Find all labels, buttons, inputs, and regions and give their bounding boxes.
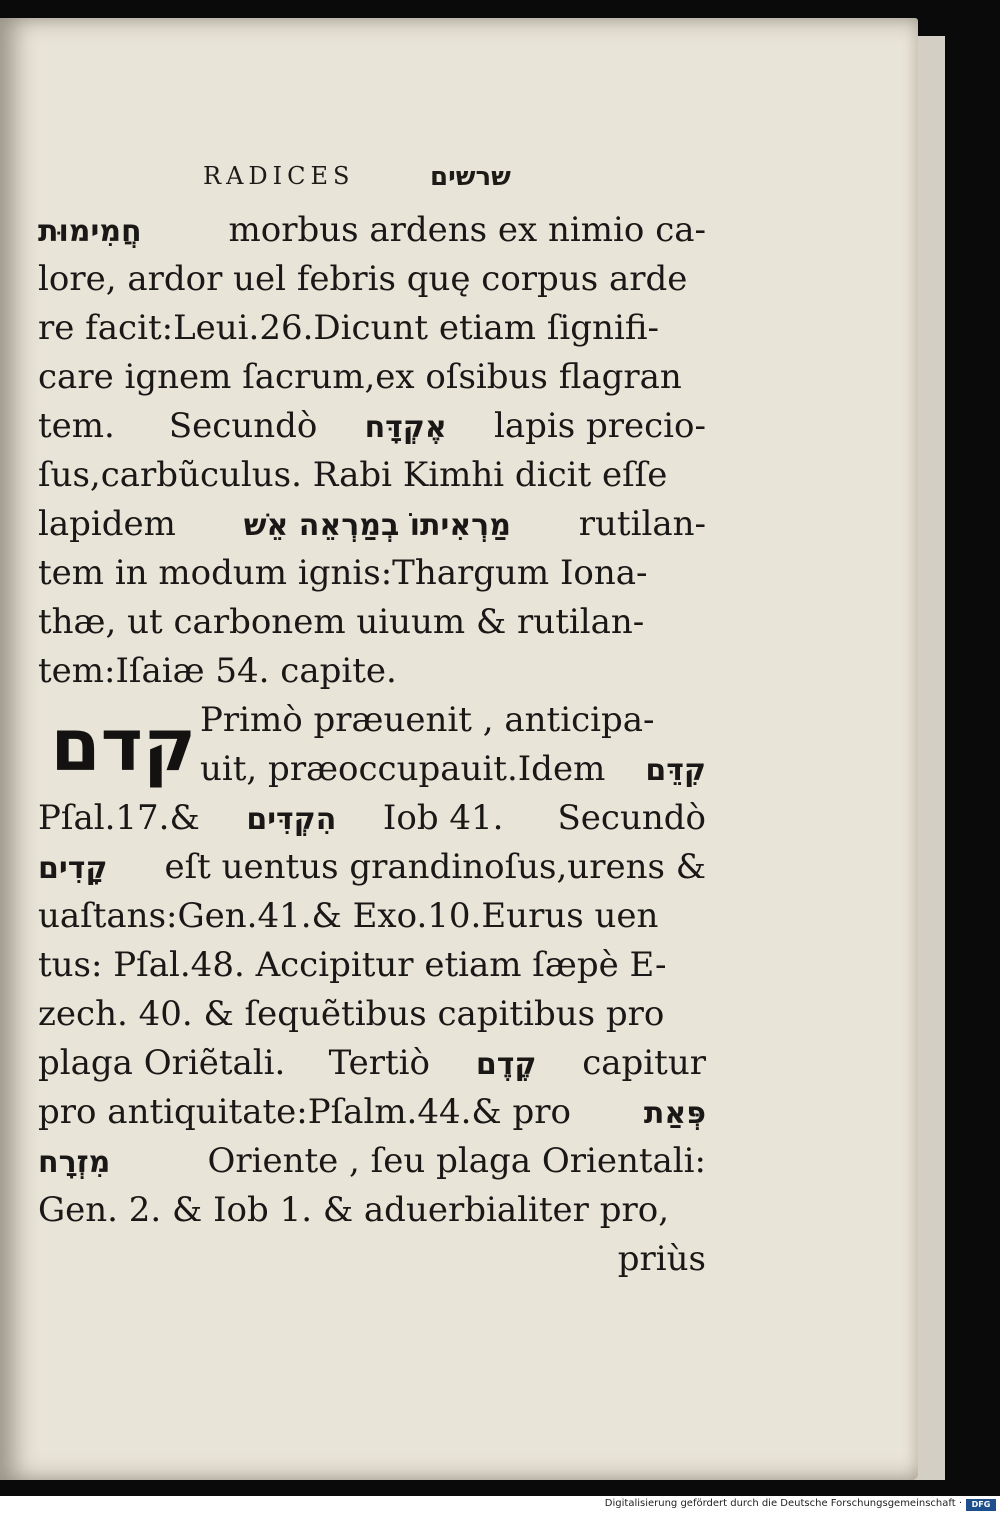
text-line bbox=[38, 455, 706, 504]
hebrew-word: קָדִים bbox=[38, 851, 108, 886]
text-line bbox=[38, 357, 706, 406]
latin-text: zech. 40. & ſequẽtibus capitibus pro bbox=[38, 994, 665, 1034]
latin-text: uaſtans:Gen.41.& Exo.10.Eurus uen bbox=[38, 896, 659, 936]
paragraph-2 bbox=[38, 798, 706, 1239]
running-header bbox=[0, 162, 918, 202]
paragraph-1 bbox=[38, 210, 706, 700]
text-line bbox=[38, 406, 706, 455]
latin-text: Oriente , ſeu plaga Orientali: bbox=[196, 1141, 706, 1181]
text-line bbox=[38, 847, 706, 896]
hebrew-word: קֶדֶם bbox=[475, 1047, 537, 1082]
latin-text: Pſal.17.& bbox=[38, 798, 211, 838]
hebrew-word: מַרְאִיתוֹ בְמַרְאֵה אֵשׁ bbox=[243, 508, 511, 543]
latin-text: tem:Iſaiæ 54. capite. bbox=[38, 651, 397, 691]
text-line bbox=[200, 700, 706, 749]
hebrew-word: קִדֵּם bbox=[645, 753, 706, 788]
latin-text: tus: Pſal.48. Accipitur etiam ſæpè E- bbox=[38, 945, 667, 985]
latin-text: tem. Secundò bbox=[38, 406, 329, 446]
latin-text: plaga Oriẽtali. Tertiò bbox=[38, 1043, 441, 1083]
hebrew-word: מִזְרָח bbox=[38, 1145, 111, 1180]
latin-text: morbus ardens ex nimio ca- bbox=[217, 210, 706, 250]
latin-text: care ignem ſacrum,ex oſsibus flagran bbox=[38, 357, 682, 397]
hebrew-word: חֲמִימוּת bbox=[38, 214, 142, 249]
text-line bbox=[38, 1092, 706, 1141]
entry-lines bbox=[196, 700, 706, 798]
footer-bar bbox=[0, 1496, 1000, 1514]
entry-headword-row bbox=[38, 700, 706, 798]
hebrew-word: אֶקְדָּח bbox=[364, 410, 447, 445]
latin-text: rutilan- bbox=[567, 504, 706, 544]
latin-text: pro antiquitate:Pſalm.44.& pro bbox=[38, 1092, 582, 1132]
latin-text: tem in modum ignis:Thargum Iona- bbox=[38, 553, 648, 593]
text-line bbox=[38, 1141, 706, 1190]
text-line bbox=[38, 994, 706, 1043]
running-head-hebrew: שרשים bbox=[430, 162, 511, 192]
text-line bbox=[38, 798, 706, 847]
latin-text: uit, præoccupauit.Idem bbox=[200, 749, 617, 789]
latin-text: thæ, ut carbonem uiuum & rutilan- bbox=[38, 602, 645, 642]
latin-text: lapis precio- bbox=[483, 406, 706, 446]
text-line bbox=[38, 945, 706, 994]
text-line bbox=[38, 1043, 706, 1092]
text-line bbox=[38, 896, 706, 945]
text-line bbox=[38, 602, 706, 651]
text-line bbox=[38, 504, 706, 553]
book-page bbox=[0, 18, 918, 1480]
text-line bbox=[38, 553, 706, 602]
latin-text: ſus,carbũculus. Rabi Kimhi dicit eſſe bbox=[38, 455, 668, 495]
hebrew-word: הִקְדִּים bbox=[246, 802, 337, 837]
text-line bbox=[200, 749, 706, 798]
catchword: priùs bbox=[617, 1239, 706, 1279]
hebrew-word: פְּאַת bbox=[643, 1096, 706, 1131]
latin-text: eſt uentus grandinoſus,urens & bbox=[153, 847, 706, 887]
running-head-latin: RADICES bbox=[203, 162, 355, 190]
latin-text: Iob 41. Secundò bbox=[372, 798, 706, 838]
text-line bbox=[38, 1190, 706, 1239]
latin-text: re facit:Leui.26.Dicunt etiam ſignifi- bbox=[38, 308, 659, 348]
text-line bbox=[38, 308, 706, 357]
footer-credit: Digitalisierung gefördert durch die Deutsche Forschungsgemeinschaft · bbox=[604, 1498, 962, 1509]
latin-text: lapidem bbox=[38, 504, 187, 544]
dfg-logo: DFG bbox=[966, 1499, 996, 1511]
latin-text: capitur bbox=[571, 1043, 706, 1083]
entry-headword: קדם bbox=[50, 703, 196, 787]
text-line bbox=[38, 210, 706, 259]
latin-text: Primò præuenit , anticipa- bbox=[200, 700, 655, 740]
latin-text: Gen. 2. & Iob 1. & aduerbialiter pro, bbox=[38, 1190, 670, 1230]
text-line bbox=[38, 651, 706, 700]
catchword-line bbox=[38, 1239, 706, 1288]
text-line bbox=[38, 259, 706, 308]
latin-text: lore, ardor uel febris quę corpus arde bbox=[38, 259, 688, 299]
text-block bbox=[38, 210, 706, 1288]
